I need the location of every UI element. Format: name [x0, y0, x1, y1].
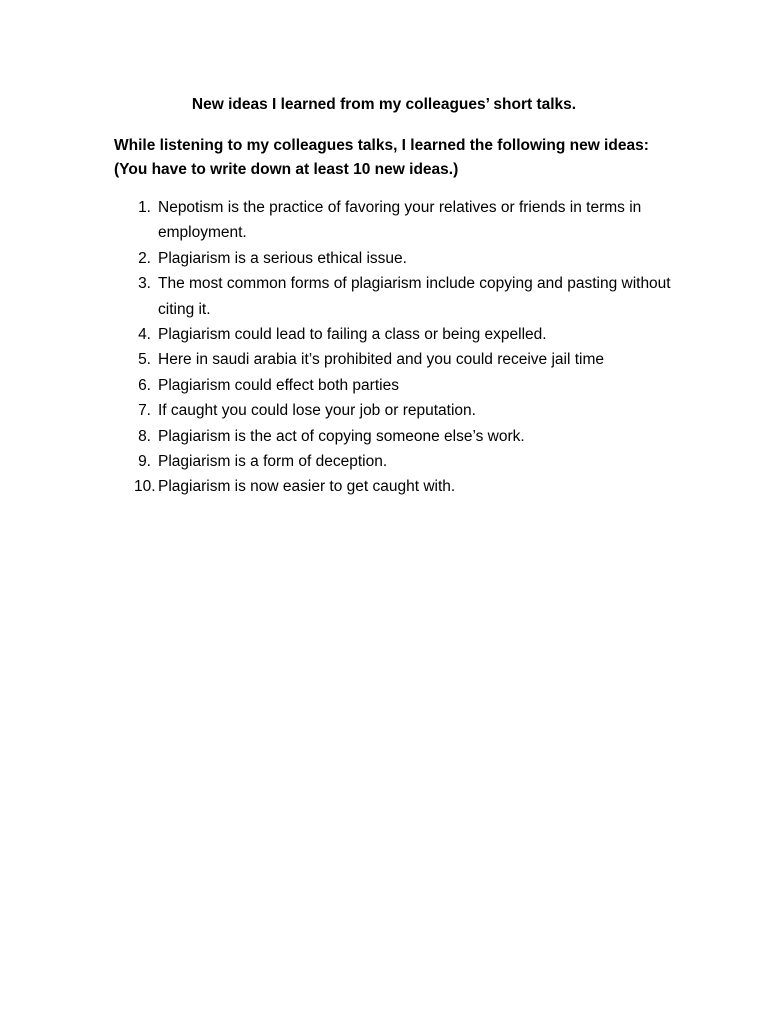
list-item-text: Plagiarism is a serious ethical issue. [158, 249, 407, 267]
list-item-number: 4. [138, 326, 151, 344]
list-item [114, 398, 674, 423]
list-item-number: 5. [138, 351, 151, 369]
list-item-text: The most common forms of plagiarism include copying and pasting without citing it. [158, 275, 671, 318]
list-item-text: Plagiarism is a form of deception. [158, 453, 388, 471]
list-item-text: Plagiarism is the act of copying someone else’s work. [158, 427, 525, 445]
list-item-text: Here in saudi arabia it’s prohibited and you could receive jail time [158, 351, 605, 369]
ideas-list [114, 195, 674, 500]
list-item-number: 1. [138, 199, 151, 216]
list-item [114, 322, 674, 347]
list-item-number: 7. [138, 402, 151, 420]
list-item-number: 10. [134, 478, 156, 496]
list-item [114, 271, 674, 322]
document-title: New ideas I learned from my colleagues’ short talks. [191, 96, 577, 113]
list-item-text: If caught you could lose your job or reputation. [158, 402, 476, 420]
list-item [114, 474, 674, 499]
intro-line-1: While listening to my colleagues talks, I learned the following new ideas: [114, 137, 649, 154]
list-item-text: Nepotism is the practice of favoring your relatives or friends in terms in employment. [158, 199, 642, 242]
list-item-text: Plagiarism could effect both parties [158, 376, 399, 394]
list-item-text: Plagiarism could lead to failing a class or being expelled. [158, 326, 547, 344]
list-item-number: 6. [138, 376, 151, 394]
list-item [114, 195, 674, 246]
list-item [114, 373, 674, 398]
list-item-number: 2. [138, 249, 151, 267]
intro-line-2: (You have to write down at least 10 new ideas.) [114, 161, 459, 178]
list-item [114, 449, 674, 474]
list-item-number: 9. [138, 453, 151, 471]
list-item [114, 347, 674, 372]
list-item [114, 246, 674, 271]
list-item [114, 424, 674, 449]
list-item-text: Plagiarism is now easier to get caught with. [158, 478, 456, 496]
intro-text [114, 134, 674, 182]
list-item-number: 3. [138, 275, 151, 293]
list-item-number: 8. [138, 427, 151, 445]
